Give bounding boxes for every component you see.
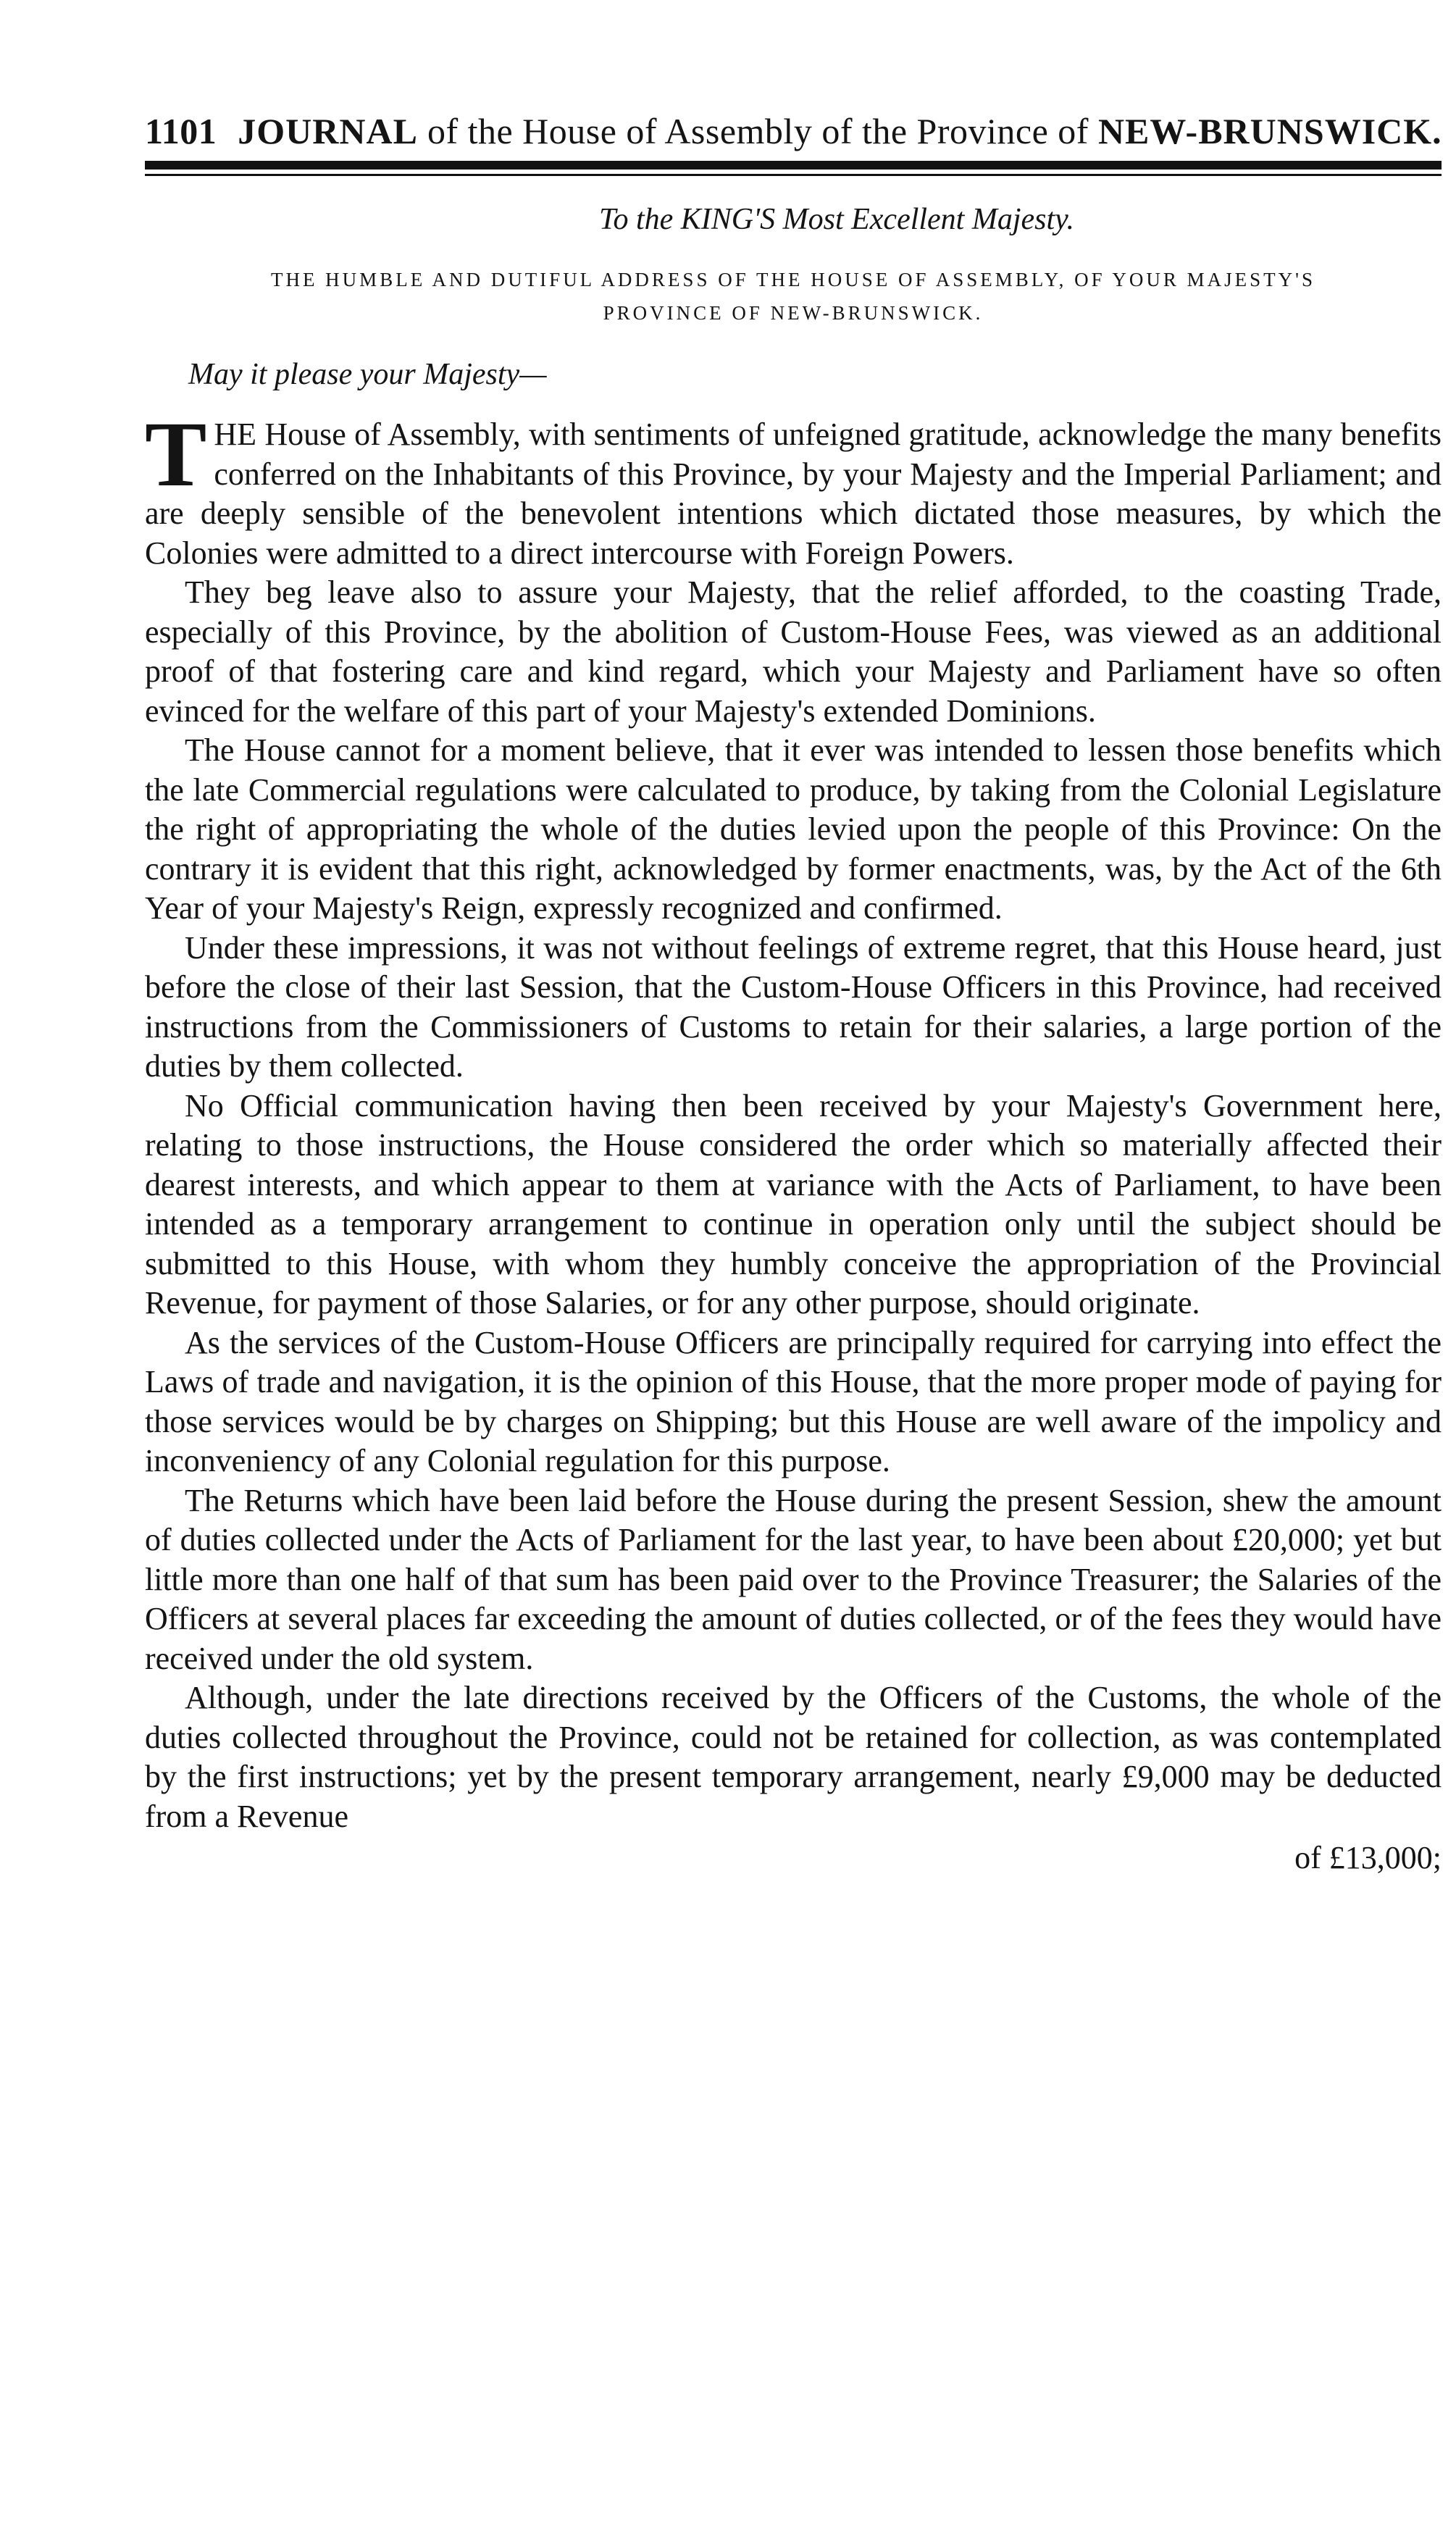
paragraph-1-text: HE House of Assembly, with sentiments of unfeigned gratitude, acknowledge the many benefits conferred on the Inhabitants of this Province, by your Majesty and the Imperial Parliament; and are deeply sensible of the benevolent intentions which dictated those measures, by which the Colonies were admitted to a direct intercourse with Foreign Powers. (145, 417, 1442, 571)
paragraph-6: As the services of the Custom-House Officers are principally required for carrying into effect the Laws of trade and navigation, it is the opinion of this House, that the more proper mode of paying for those services would be by charges on Shipping; but this House are well aware of the impolicy and inconveniency of any Colonial regulation for this purpose. (145, 1324, 1442, 1478)
paragraph-2: They beg leave also to assure your Majesty, that the relief afforded, to the coasting Trade, especially of this Province, by the abolition of Custom-House Fees, was viewed as an additional proof of that fostering care and kind regard, which your Majesty and Parliament have so often evinced for the welfare of this part of your Majesty's extended Dominions. (145, 574, 1442, 729)
running-head (145, 109, 1442, 154)
paragraph-5: No Official communication having then been received by your Majesty's Government here, relating to those instructions, the House considered the order which so materially affected their dearest interests, and which appear to them at variance with the Acts of Parliament, to have been intended as a temporary arrangement to continue in operation only until the subject should be submitted to this House, with whom they humbly conceive the appropriation of the Provincial Revenue, for payment of those Salaries, or for any other purpose, should originate. (145, 1087, 1442, 1321)
paragraph-4: Under these impressions, it was not without feelings of extreme regret, that this House heard, just before the close of their last Session, that the Custom-House Officers in this Province, had received instructions from the Commissioners of Customs to retain for their salaries, a large portion of the duties by them collected. (145, 929, 1442, 1084)
drop-cap: T (145, 403, 207, 506)
address-subheading-line-1: THE HUMBLE AND DUTIFUL ADDRESS OF THE HOUSE OF ASSEMBLY, OF YOUR MAJESTY'S (270, 269, 1316, 290)
paragraph-3: The House cannot for a moment believe, that it ever was intended to lessen those benefits which the late Commercial regulations were calculated to produce, by taking from the Colonial Legislature the right of appropriating the whole of the duties levied upon the people of this Province: On the contrary it is evident that this right, acknowledged by former enactments, was, by the Act of the 6th Year of your Majesty's Reign, expressly recognized and confirmed. (145, 732, 1442, 926)
header-rule-thin (145, 174, 1442, 176)
paragraph-7: The Returns which have been laid before the House during the present Session, shew the amount of duties collected under the Acts of Parliament for the last year, to have been about £20,000; yet but little more than one half of that sum has been paid over to the Province Treasurer; the Salaries of the Officers at several places far exceeding the amount of duties collected, or of the fees they would have received under the old system. (145, 1482, 1442, 1676)
page-number: 1101 (145, 111, 217, 151)
address-subheading-line-2: PROVINCE OF NEW-BRUNSWICK. (603, 302, 984, 324)
paragraph-1 (145, 403, 1442, 573)
address-subheading (145, 263, 1442, 330)
address-body (145, 403, 1442, 1836)
paragraph-8: Although, under the late directions received by the Officers of the Customs, the whole of the duties collected throughout the Province, could not be retained for collection, as was contemplated by the first instructions; yet by the present temporary arrangement, nearly £9,000 may be deducted from a Revenue (145, 1680, 1442, 1834)
catchword: of £13,000; (1294, 1840, 1442, 1875)
address-recipient: To the KING'S Most Excellent Majesty. (598, 203, 1074, 236)
salutation: May it please your Majesty— (188, 358, 547, 391)
header-rule-thick (145, 161, 1442, 170)
journal-subtitle: of the House of Assembly of the Province of (427, 111, 1089, 151)
journal-title: JOURNAL (238, 111, 418, 151)
journal-page (145, 109, 1442, 1876)
province-name: NEW-BRUNSWICK. (1097, 111, 1442, 151)
